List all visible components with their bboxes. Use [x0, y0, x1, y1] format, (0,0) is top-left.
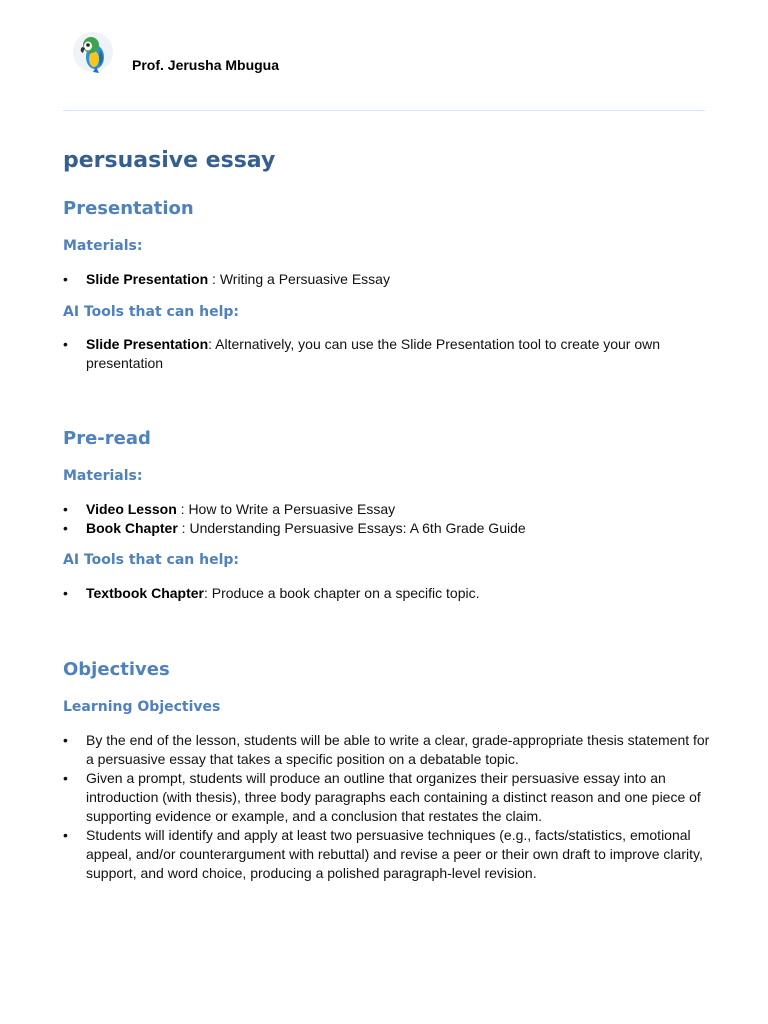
materials-heading-presentation: Materials:: [63, 238, 143, 254]
bullet: •: [63, 501, 68, 517]
list-item: [63, 826, 713, 883]
bullet: •: [63, 271, 68, 287]
bullet: •: [63, 336, 68, 352]
list-item: [63, 500, 713, 519]
header-divider: [63, 110, 705, 111]
bullet: •: [63, 520, 68, 536]
parrot-icon: [72, 30, 114, 74]
objective-text: Given a prompt, students will produce an outline that organizes their persuasive essay into an introduction (with thesis), three body paragraphs each containing a distinct reason and one piece of supporting evidence or example, and a conclusion that restates the claim.: [86, 770, 701, 824]
list-item: [63, 270, 713, 289]
material-label: Video Lesson: [86, 501, 177, 517]
document-title: persuasive essay: [63, 148, 276, 173]
ai-tools-list-presentation: [63, 335, 713, 373]
material-text: : Understanding Persuasive Essays: A 6th Grade Guide: [177, 520, 526, 536]
section-heading-pre-read: Pre-read: [63, 428, 151, 449]
list-item: [63, 584, 713, 603]
list-item: [63, 731, 713, 769]
tool-label: Textbook Chapter: [86, 585, 204, 601]
objective-text: By the end of the lesson, students will be able to write a clear, grade-appropriate thesis statement for a persuasive essay that takes a specific position on a debatable topic.: [86, 732, 710, 767]
ai-tools-heading-pre-read: AI Tools that can help:: [63, 552, 239, 568]
list-item: [63, 519, 713, 538]
bullet: •: [63, 732, 68, 748]
materials-list-presentation: [63, 270, 713, 289]
tool-label: Slide Presentation: [86, 336, 209, 352]
author-header: [72, 30, 712, 74]
list-item: [63, 769, 713, 826]
section-heading-objectives: Objectives: [63, 659, 170, 680]
materials-heading-pre-read: Materials:: [63, 468, 143, 484]
material-label: Book Chapter: [86, 520, 178, 536]
material-text: : How to Write a Persuasive Essay: [176, 501, 396, 517]
bullet: •: [63, 770, 68, 786]
list-item: [63, 335, 713, 373]
section-heading-presentation: Presentation: [63, 198, 194, 219]
tool-text: : Alternatively, you can use the Slide Presentation tool to create your own presentation: [86, 336, 661, 371]
objective-text: Students will identify and apply at least two persuasive techniques (e.g., facts/statistics, emotional appeal, and/or counterargument with rebuttal) and revise a peer or their own draft to improve clarity, support, and word choice, producing a polished paragraph-level revision.: [86, 827, 703, 881]
material-label: Slide Presentation: [86, 271, 209, 287]
bullet: •: [63, 585, 68, 601]
material-text: : Writing a Persuasive Essay: [208, 271, 390, 287]
author-name: Prof. Jerusha Mbugua: [132, 57, 280, 73]
materials-list-pre-read: [63, 500, 713, 538]
learning-objectives-heading: Learning Objectives: [63, 699, 221, 715]
tool-text: : Produce a book chapter on a specific topic.: [203, 585, 480, 601]
bullet: •: [63, 827, 68, 843]
ai-tools-heading-presentation: AI Tools that can help:: [63, 304, 239, 320]
ai-tools-list-pre-read: [63, 584, 713, 603]
learning-objectives-list: [63, 731, 713, 883]
